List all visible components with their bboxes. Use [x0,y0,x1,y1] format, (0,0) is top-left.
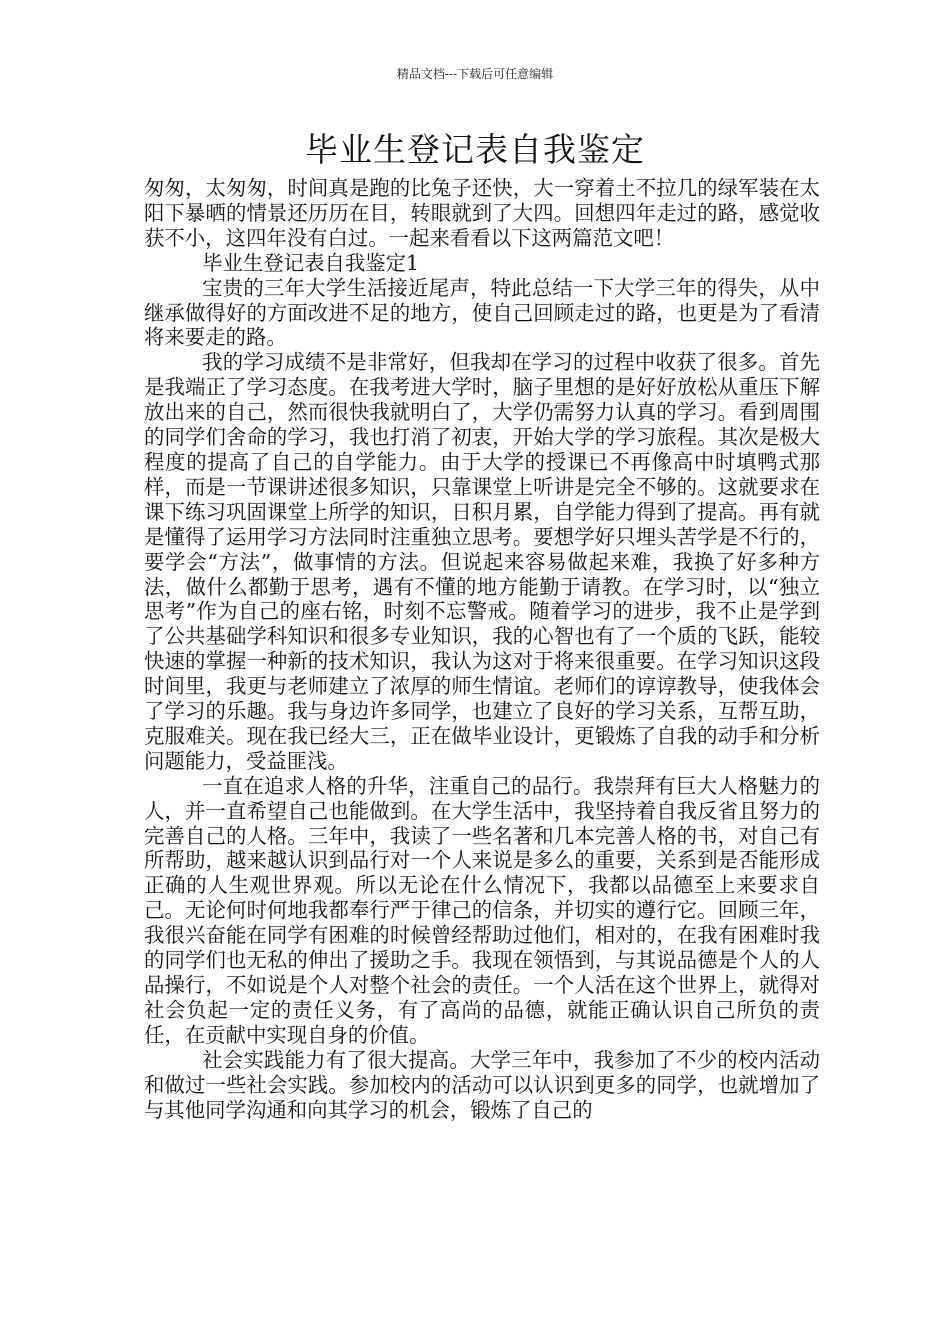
section-heading: 毕业生登记表自我鉴定1 [202,250,420,275]
body-paragraph: 我的学习成绩不是非常好，但我却在学习的过程中收获了很多。首先是我端正了学习态度。在我考进大学时，脑子里想的是好好放松从重压下解放出来的自己，然而很快我就明白了，大学仍需努力认真的学习。看到周围的同学们舍命的学习，我也打消了初衷，开始大学的学习旅程。其次是极大程度的提高了自己的自学能力。由于大学的授课已不再像高中时填鸭式那样，而是一节课讲述很多知识，只靠课堂上听讲是完全不够的。这就要求在课下练习巩固课堂上所学的知识，日积月累，自学能力得到了提高。再有就是懂得了运用学习方法同时注重独立思考。要想学好只埋头苦学是不行的，要学会“方法”，做事情的方法。但说起来容易做起来难，我换了好多种方法，做什么都勤于思考，遇有不懂的地方能勤于请教。在学习时，以“独立思考”作为自己的座右铭，时刻不忘警戒。随着学习的进步，我不止是学到了公共基础学科知识和很多专业知识，我的心智也有了一个质的飞跃，能较快速的掌握一种新的技术知识，我认为这对于将来很重要。在学习知识这段时间里，我更与老师建立了浓厚的师生情谊。老师们的谆谆教导，使我体会了学习的乐趣。我与身边许多同学，也建立了良好的学习关系，互帮互助，克服难关。现在我已经大三，正在做毕业设计，更锻炼了自我的动手和分析问题能力，受益匪浅。 [144,350,820,773]
document-title: 毕业生登记表自我鉴定 [305,130,645,169]
body-paragraph: 一直在追求人格的升华，注重自己的品行。我崇拜有巨大人格魅力的人，并一直希望自己也能做到。在大学生活中，我坚持着自我反省且努力的完善自己的人格。三年中，我读了一些名著和几本完善人格的书，对自己有所帮助，越来越认识到品行对一个人来说是多么的重要，关系到是否能形成正确的人生观世界观。所以无论在什么情况下，我都以品德至上来要求自己。无论何时何地我都奉行严于律己的信条，并切实的遵行它。回顾三年，我很兴奋能在同学有困难的时候曾经帮助过他们，相对的，在我有困难时我的同学们也无私的伸出了援助之手。我现在领悟到，与其说品德是个人的人品操行，不如说是个人对整个社会的责任。一个人活在这个世界上，就得对社会负起一定的责任义务，有了高尚的品德，就能正确认识自己所负的责任，在贡献中实现自身的价值。 [144,773,820,1047]
body-paragraph: 社会实践能力有了很大提高。大学三年中，我参加了不少的校内活动和做过一些社会实践。参加校内的活动可以认识到更多的同学，也就增加了与其他同学沟通和向其学习的机会，锻炼了自己的 [144,1047,820,1122]
page-header: 精品文档---下载后可任意编辑 [396,67,554,81]
body-paragraph: 宝贵的三年大学生活接近尾声，特此总结一下大学三年的得失，从中继承做得好的方面改进不足的地方，使自己回顾走过的路，也更是为了看清将来要走的路。 [144,275,820,350]
intro-paragraph: 匆匆，太匆匆，时间真是跑的比兔子还快，大一穿着土不拉几的绿军装在太阳下暴晒的情景还历历在目，转眼就到了大四。回想四年走过的路，感觉收获不小，这四年没有白过。一起来看看以下这两篇范文吧！ [144,176,820,250]
document-body [144,176,820,1122]
